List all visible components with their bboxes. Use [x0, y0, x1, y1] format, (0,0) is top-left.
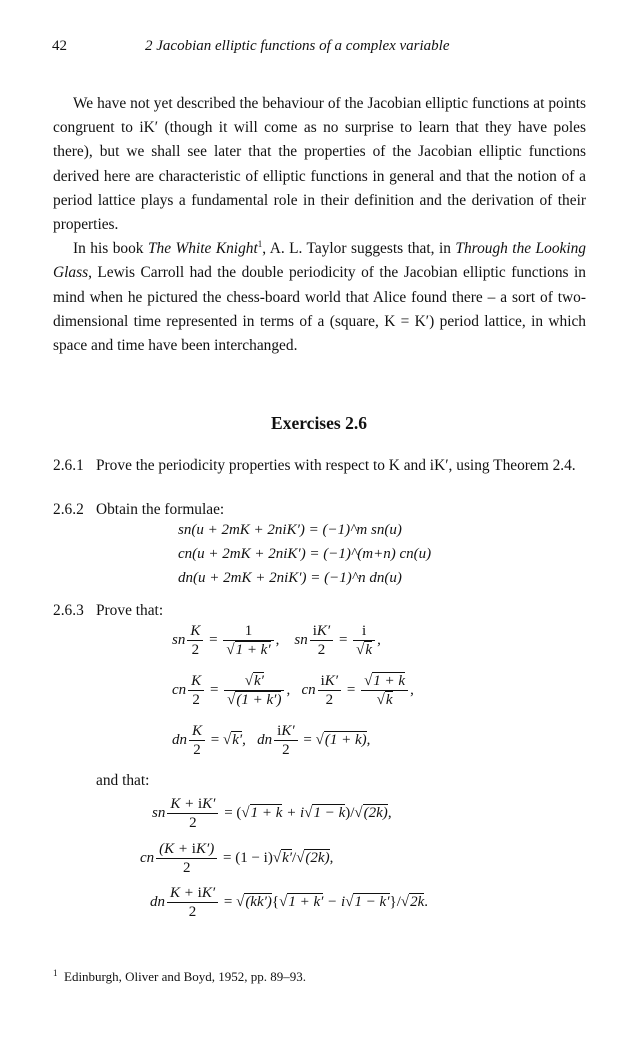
exercise-text: Prove the periodicity properties with respect to K and iK′, using Theorem 2.4.: [96, 457, 576, 474]
exercise-label: 2.6.2: [53, 501, 84, 518]
footnote-mark: 1: [257, 239, 263, 250]
equation-dn-half: dn $\frac{K}{2}$ = √k′, dn $\frac{iK'}{2}$ = √(1 + k),: [172, 723, 371, 758]
body-text: [53, 92, 586, 358]
equation-dn-quarter: dn $\frac{K + iK'}{2}$ = √(kk′){√1 + k′ − i√1 − k′}/√2k.: [150, 885, 429, 920]
page-number: 42: [52, 38, 67, 54]
running-title: 2 Jacobian elliptic functions of a complex variable: [145, 38, 450, 54]
equation-sn-quarter: sn $\frac{K + iK'}{2}$ = (√1 + k + i√1 − k)/√(2k),: [152, 796, 392, 831]
and-that-text: and that:: [96, 772, 150, 789]
exercise-text: Obtain the formulae:: [96, 501, 225, 518]
paragraph-2: In his book The White Knight$^1$, A. L. Taylor suggests that, in Through the Looking Glass, Lewis Carroll had the double periodicity of the Jacobian elliptic functions in mind when he pictured the chess-board world that Alice found there – a sort of two-dimensional time represented in terms of a (square, K = K′) period lattice, in which space and time have been interchanged.: [53, 239, 587, 355]
formula-sn-period: sn(u + 2mK + 2niK′) = (−1)^m sn(u): [178, 522, 402, 538]
exercise-label: 2.6.3: [53, 602, 84, 619]
footnote: [53, 969, 306, 985]
book-title-2: Through the Looking Glass: [53, 240, 587, 282]
exercises-heading: Exercises 2.6: [271, 413, 367, 433]
footnote-number: 1: [53, 968, 58, 978]
equation-cn-half: cn $\frac{K}{2}$ = $\frac{√k'}{√(1 + k')}$ , cn $\frac{iK'}{2}$ = $\frac{√1 + k}{√k}$ ,: [172, 673, 414, 708]
exercise-label: 2.6.1: [53, 457, 84, 474]
equation-sn-half: sn $\frac{K}{2}$ = $\frac{1}{√1 + k'}$ , sn $\frac{iK'}{2}$ = $\frac{i}{√k}$ ,: [172, 623, 381, 658]
footnote-text: Edinburgh, Oliver and Boyd, 1952, pp. 89–93.: [64, 969, 307, 984]
formula-cn-period: cn(u + 2mK + 2niK′) = (−1)^(m+n) cn(u): [178, 546, 432, 562]
formula-dn-period: dn(u + 2mK + 2niK′) = (−1)^n dn(u): [178, 570, 402, 586]
book-title: The White Knight: [147, 240, 258, 258]
paragraph-1: We have not yet described the behaviour of the Jacobian elliptic functions at points congruent to iK′ (though it will come as no surprise to learn that they have poles there), but we shall see later that the properties of the Jacobian elliptic functions derived here are characteristic of elliptic functions in general and that the notion of a period lattice plays a fundamental role in their definition and the derivation of their properties.: [53, 95, 586, 234]
exercise-text: Prove that:: [96, 602, 164, 619]
equation-cn-quarter: cn $\frac{(K + iK')}{2}$ = (1 − i)√k′/√(2k),: [140, 841, 334, 876]
